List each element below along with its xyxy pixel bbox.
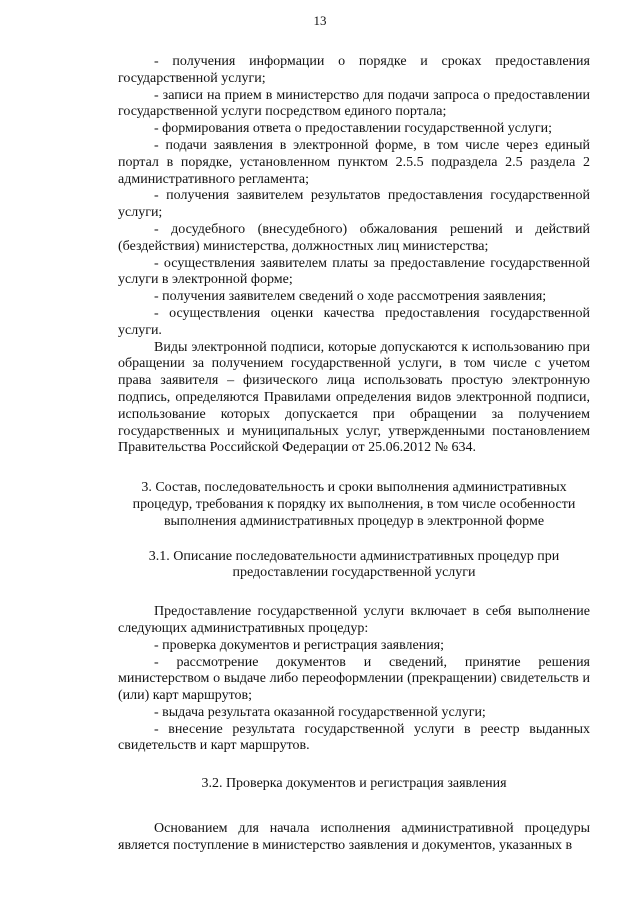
paragraph: - выдача результата оказанной государственной услуги;: [154, 704, 486, 720]
paragraph: Предоставление государственной услуги включает в себя выполнение следующих административных процедур:: [118, 604, 590, 636]
paragraph: Виды электронной подписи, которые допускаются к использованию при обращении за получением государственной услуги, в том числе с учетом права заявителя – физического лица использовать простую электронную подпись, определяются Правилами определения видов электронной подписи, использование которых допускается при обращении за получением государственных и муниципальных услуг, утвержденными постановлением Правительства Российской Федерации от 25.06.2012 № 634.: [118, 339, 590, 456]
paragraph: Основанием для начала исполнения административной процедуры является поступление в министерство заявления и документов, указанных в: [118, 821, 590, 853]
page-number: 13: [313, 13, 327, 28]
paragraph: - проверка документов и регистрация заявления;: [154, 637, 445, 653]
paragraph: - досудебного (внесудебного) обжалования решений и действий (бездействия) министерства, должностных лиц министерства;: [118, 221, 590, 254]
paragraph: - рассмотрение документов и сведений, принятие решения министерством о выдаче либо переоформлении (прекращении) свидетельств и (или) карт маршрутов;: [118, 654, 590, 704]
paragraph: - получения заявителем результатов предоставления государственной услуги;: [118, 188, 590, 221]
paragraph: - подачи заявления в электронной форме, в том числе через единый портал в порядке, установленном пунктом 2.5.5 подраздела 2.5 раздела 2 административного регламента;: [118, 137, 590, 187]
document-body: [118, 54, 590, 855]
paragraph: - осуществления заявителем платы за предоставление государственной услуги в электронной форме;: [118, 255, 590, 288]
paragraph: - внесение результата государственной услуги в реестр выданных свидетельств и карт маршрутов.: [118, 721, 590, 754]
subsection-heading-3-2: 3.2. Проверка документов и регистрация заявления: [201, 776, 507, 792]
paragraph: - получения информации о порядке и сроках предоставления государственной услуги;: [118, 54, 590, 86]
paragraph: - записи на прием в министерство для подачи запроса о предоставлении государственной услуги посредством единого портала;: [118, 87, 590, 120]
section-heading: 3. Состав, последовательность и сроки выполнения административных процедур, требования к порядку их выполнения, в том числе особенности выполнения административных процедур в электронной форме: [132, 480, 576, 529]
paragraph: - осуществления оценки качества предоставления государственной услуги.: [118, 305, 590, 338]
subsection-heading-3-1: 3.1. Описание последовательности административных процедур при предоставлении государственной услуги: [148, 548, 560, 581]
paragraph: - формирования ответа о предоставлении государственной услуги;: [154, 121, 553, 137]
paragraph: - получения заявителем сведений о ходе рассмотрения заявления;: [154, 289, 547, 305]
